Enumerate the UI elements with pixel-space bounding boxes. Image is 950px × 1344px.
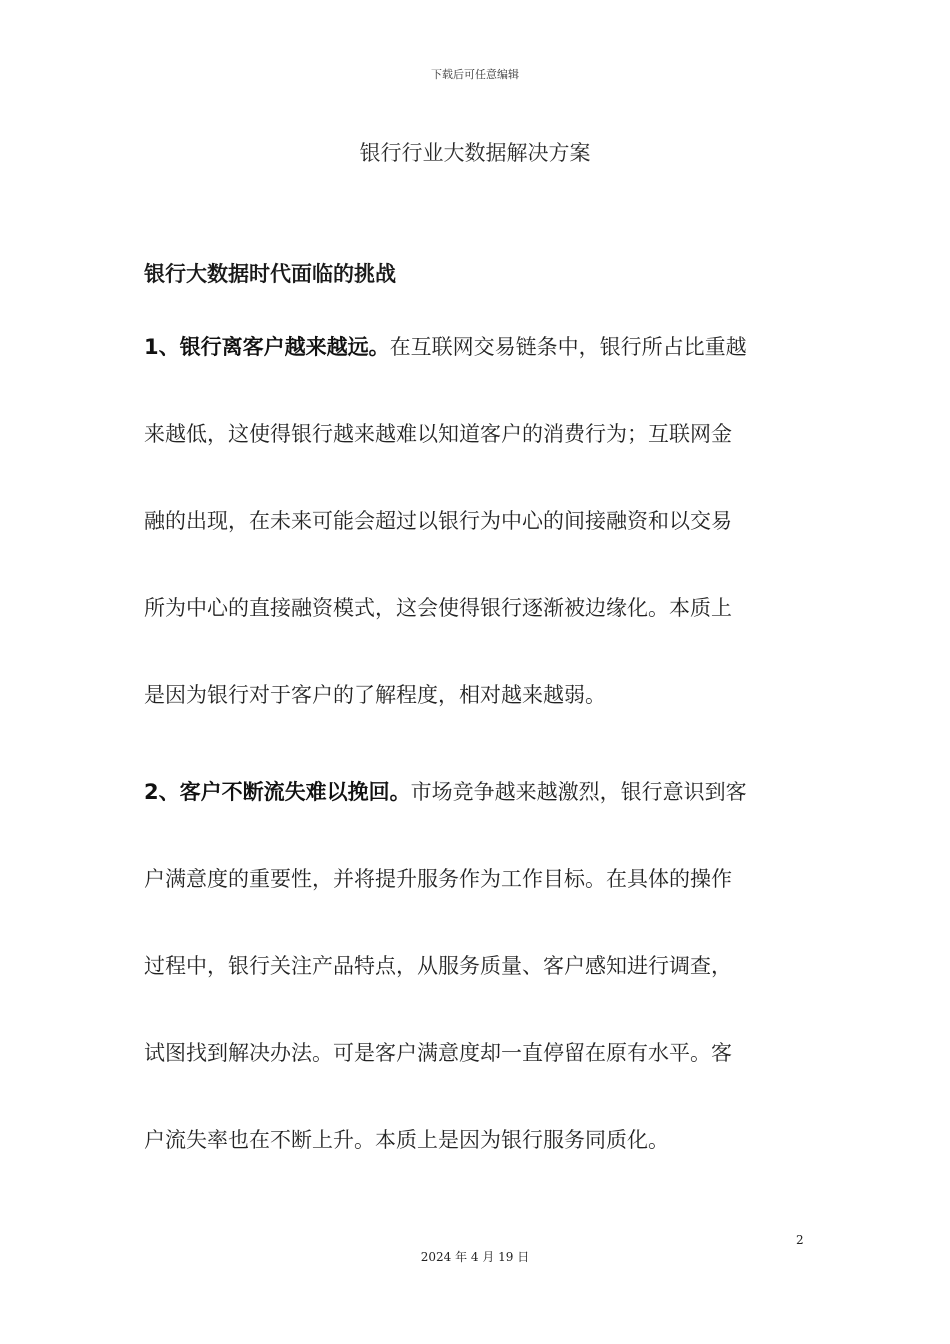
paragraph-line: [144, 304, 808, 391]
paragraph-line: 试图找到解决办法。可是客户满意度却一直停留在原有水平。客: [144, 1041, 732, 1065]
paragraph-line: 户满意度的重要性，并将提升服务作为工作目标。在具体的操作: [144, 867, 732, 891]
header-note: 下载后可任意编辑: [431, 68, 519, 81]
paragraph-text: 在互联网交易链条中，银行所占比重越: [389, 335, 747, 359]
paragraph-line: 户流失率也在不断上升。本质上是因为银行服务同质化。: [144, 1128, 669, 1152]
paragraph-line: 融的出现，在未来可能会超过以银行为中心的间接融资和以交易: [144, 509, 732, 533]
paragraph-line: 所为中心的直接融资模式，这会使得银行逐渐被边缘化。本质上: [144, 596, 732, 620]
document-title: 银行行业大数据解决方案: [359, 141, 591, 165]
paragraph-2: [144, 749, 808, 1184]
paragraph-1: [144, 304, 808, 739]
paragraph-line: 来越低，这使得银行越来越难以知道客户的消费行为；互联网金: [144, 422, 732, 446]
paragraph-text: 市场竞争越来越激烈，银行意识到客: [410, 780, 747, 804]
page-number: 2: [796, 1233, 804, 1247]
paragraph-line: 过程中，银行关注产品特点，从服务质量、客户感知进行调查，: [144, 954, 732, 978]
paragraph-line: 是因为银行对于客户的了解程度，相对越来越弱。: [144, 683, 606, 707]
paragraph-lead: 1、银行离客户越来越远。: [144, 335, 390, 359]
paragraph-line: [144, 749, 808, 836]
section-heading: 银行大数据时代面临的挑战: [144, 262, 396, 286]
footer-date: 2024 年 4 月 19 日: [420, 1250, 530, 1264]
paragraph-lead: 2、客户不断流失难以挽回。: [144, 780, 411, 804]
